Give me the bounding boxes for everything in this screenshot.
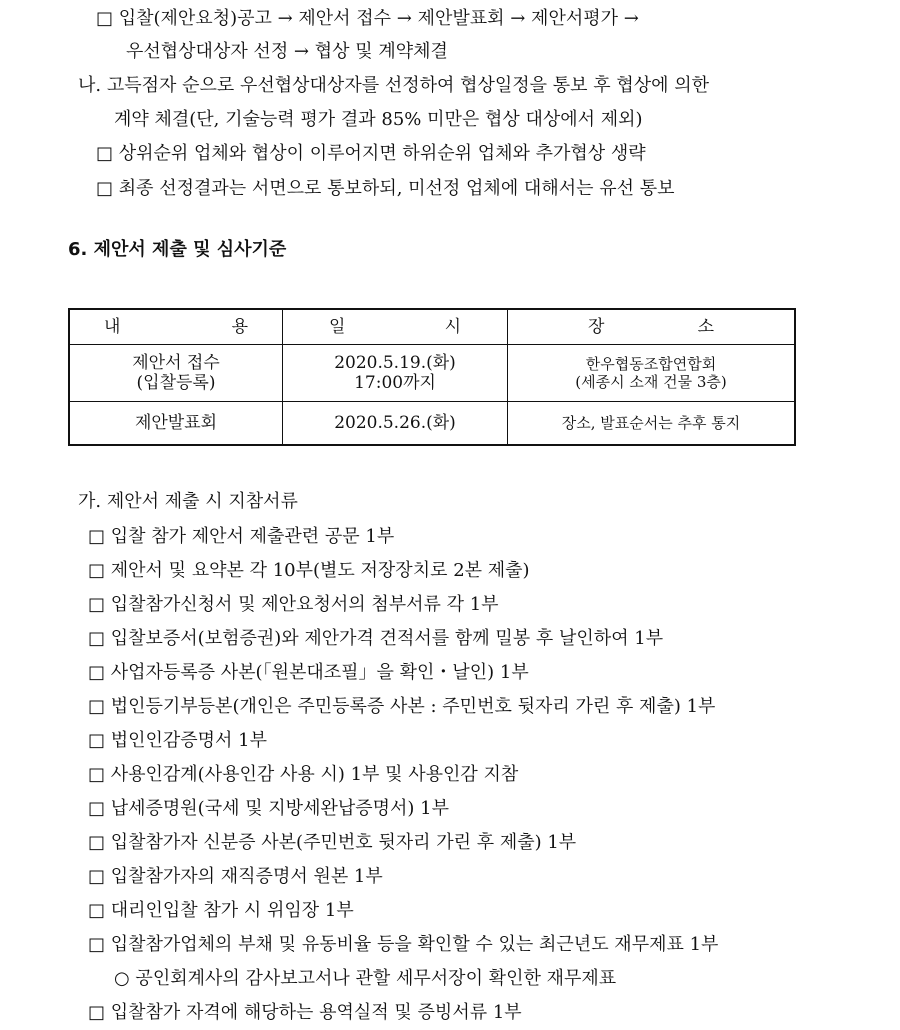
doc-item: □ 법인인감증명서 1부: [88, 730, 268, 751]
header-datetime-char-2: 시: [444, 316, 461, 337]
row-1-place-line-1: 한우협동조합연합회: [585, 355, 717, 373]
header-content-char-1: 내: [104, 316, 121, 337]
row-1-place: [508, 345, 796, 402]
section-na-bullet-2: □ 최종 선정결과는 서면으로 통보하되, 미선정 업체에 대해서는 유선 통보: [96, 178, 675, 199]
doc-item: □ 입찰참가업체의 부채 및 유동비율 등을 확인할 수 있는 최근년도 재무제표 1부: [88, 934, 719, 955]
header-place-char-2: 소: [697, 316, 714, 337]
row-1-content-line-2: (입찰등록): [136, 373, 216, 393]
doc-item: □ 입찰참가 자격에 해당하는 용역실적 및 증빙서류 1부: [88, 1002, 522, 1023]
row-2-place-line-1: 장소, 발표순서는 추후 통지: [561, 414, 741, 432]
section-na-line-1: 나. 고득점자 순으로 우선협상대상자를 선정하여 협상일정을 통보 후 협상에 의한: [78, 75, 710, 96]
row-2-place: [508, 402, 796, 446]
row-1-content-line-1: 제안서 접수: [132, 352, 220, 373]
section-6-title: 6. 제안서 제출 및 심사기준: [68, 239, 287, 260]
doc-item: □ 입찰참가신청서 및 제안요청서의 첨부서류 각 1부: [88, 594, 499, 615]
doc-subitem: ○ 공인회계사의 감사보고서나 관할 세무서장이 확인한 재무제표: [114, 968, 617, 989]
table-header-row: [69, 309, 795, 345]
doc-item: □ 사업자등록증 사본(「원본대조필」을 확인・날인) 1부: [88, 662, 529, 683]
doc-item: □ 입찰보증서(보험증권)와 제안가격 견적서를 함께 밀봉 후 날인하여 1부: [88, 628, 664, 649]
doc-item: □ 제안서 및 요약본 각 10부(별도 저장장치로 2본 제출): [88, 560, 530, 581]
doc-item: □ 입찰참가자 신분증 사본(주민번호 뒷자리 가린 후 제출) 1부: [88, 832, 577, 853]
row-2-datetime-line-1: 2020.5.26.(화): [334, 412, 456, 433]
schedule-table: [68, 308, 796, 446]
table-row: [69, 345, 795, 402]
row-1-content: [69, 345, 283, 402]
section-na-bullet-1: □ 상위순위 업체와 협상이 이루어지면 하위순위 업체와 추가협상 생략: [96, 143, 646, 164]
process-line-2: 우선협상대상자 선정 → 협상 및 계약체결: [126, 41, 448, 62]
row-1-datetime-line-2: 17:00까지: [354, 373, 436, 393]
table-row: [69, 402, 795, 446]
row-1-datetime-line-1: 2020.5.19.(화): [334, 352, 456, 373]
row-2-datetime: [283, 402, 508, 446]
header-content-char-2: 용: [231, 316, 248, 337]
section-na-line-2: 계약 체결(단, 기술능력 평가 결과 85% 미만은 협상 대상에서 제외): [114, 109, 643, 130]
header-content: [69, 309, 283, 345]
doc-item: □ 사용인감계(사용인감 사용 시) 1부 및 사용인감 지참: [88, 764, 519, 785]
row-1-datetime: [283, 345, 508, 402]
row-2-content: [69, 402, 283, 446]
header-datetime: [283, 309, 508, 345]
doc-item: □ 법인등기부등본(개인은 주민등록증 사본 : 주민번호 뒷자리 가린 후 제출) 1부: [88, 696, 716, 717]
process-line-1: □ 입찰(제안요청)공고 → 제안서 접수 → 제안발표회 → 제안서평가 →: [96, 8, 639, 29]
header-place-char-1: 장: [588, 316, 605, 337]
header-place: [508, 309, 796, 345]
doc-item: □ 대리인입찰 참가 시 위임장 1부: [88, 900, 354, 921]
doc-item: □ 납세증명원(국세 및 지방세완납증명서) 1부: [88, 798, 449, 819]
section-ga-title: 가. 제안서 제출 시 지참서류: [78, 491, 298, 512]
header-datetime-char-1: 일: [329, 316, 346, 337]
doc-item: □ 입찰 참가 제안서 제출관련 공문 1부: [88, 526, 395, 547]
row-2-content-line-1: 제안발표회: [134, 412, 218, 433]
row-1-place-line-2: (세종시 소재 건물 3층): [575, 373, 727, 391]
doc-item: □ 입찰참가자의 재직증명서 원본 1부: [88, 866, 383, 887]
